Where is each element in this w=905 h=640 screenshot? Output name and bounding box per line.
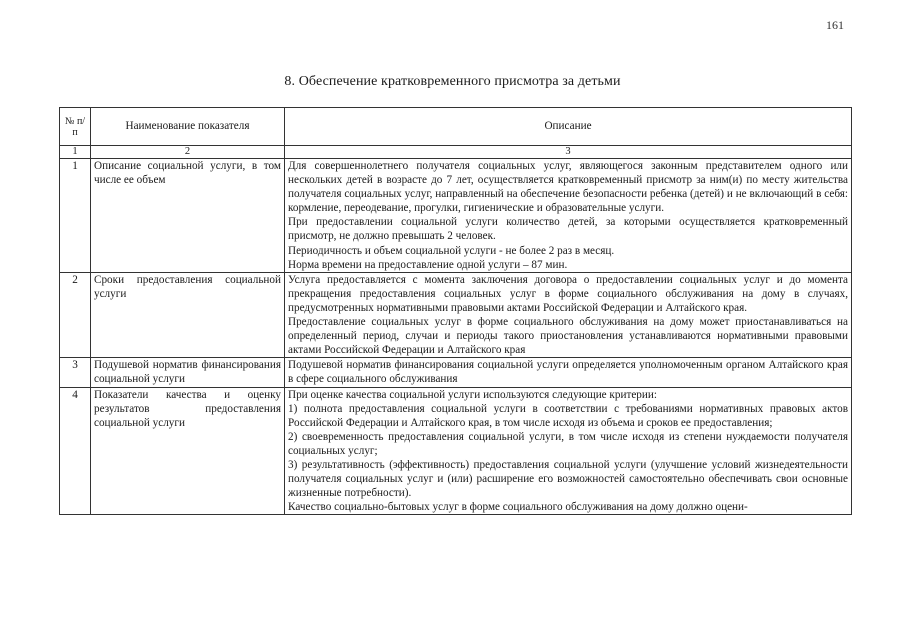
- table-row: [60, 159, 852, 273]
- desc-paragraph: Предоставление социальных услуг в форме социального обслуживания на дому может приостанавливаться на определенный период, случаи и периоды такого приостановления устанавливаются нормативными правовыми актами Российской Федерации и Алтайского края: [288, 316, 848, 357]
- table-row: [60, 272, 852, 358]
- row-desc: [285, 272, 852, 358]
- row-name: Сроки предоставления социальной услуги: [91, 272, 285, 358]
- desc-paragraph: Услуга предоставляется с момента заключения договора о предоставлении социальных услуг и до момента прекращения предоставления социальных услуг в форме социального обслуживания на дому в случаях, предусмотренных нормативными правовыми актами Российской Федерации и Алтайского края.: [288, 273, 848, 314]
- desc-paragraph: Норма времени на предоставление одной услуги – 87 мин.: [288, 258, 568, 271]
- column-numbers-row: [60, 146, 852, 159]
- row-num: 3: [60, 358, 91, 387]
- header-num: № п/п: [60, 108, 91, 146]
- row-num: 2: [60, 272, 91, 358]
- table-row: [60, 358, 852, 387]
- row-num: 1: [60, 159, 91, 273]
- page-number: 161: [826, 18, 844, 32]
- desc-paragraph: При предоставлении социальной услуги количество детей, за которыми осуществляется кратковременный присмотр, не должно превышать 2 человек.: [288, 216, 848, 243]
- desc-paragraph: Периодичность и объем социальной услуги - не более 2 раз в месяц.: [288, 244, 615, 257]
- row-name: Подушевой норматив финансирования социальной услуги: [91, 358, 285, 387]
- row-name: Описание социальной услуги, в том числе ее объем: [91, 159, 285, 273]
- desc-paragraph: 2) своевременность предоставления социальной услуги, в том числе исходя из степени нуждаемости получателя социальных услуг;: [288, 430, 848, 457]
- desc-paragraph: 1) полнота предоставления социальной услуги в соответствии с требованиями нормативных правовых актов Российской Федерации и Алтайского края, в том числе исходя из объема и сроков ее предоставления;: [288, 402, 848, 429]
- row-desc: [285, 159, 852, 273]
- row-desc: [285, 358, 852, 387]
- table-row: [60, 387, 852, 515]
- criteria-table: [59, 107, 852, 515]
- header-desc: Описание: [285, 108, 852, 146]
- desc-paragraph: Качество социально-бытовых услуг в форме социального обслуживания на дому должно оцени-: [288, 501, 748, 514]
- column-number: 2: [91, 146, 285, 159]
- desc-paragraph: При оценке качества социальной услуги используются следующие критерии:: [288, 388, 657, 401]
- table-header-row: [60, 108, 852, 146]
- row-desc: [285, 387, 852, 515]
- row-name: Показатели качества и оценку результатов предоставления социальной услуги: [91, 387, 285, 515]
- section-title: 8. Обеспечение кратковременного присмотра за детьми: [284, 74, 621, 89]
- column-number: 1: [60, 146, 91, 159]
- header-name: Наименование показателя: [91, 108, 285, 146]
- desc-paragraph: Подушевой норматив финансирования социальной услуги определяется уполномоченным органом Алтайского края в сфере социального обслуживания: [288, 359, 848, 386]
- row-num: 4: [60, 387, 91, 515]
- desc-paragraph: Для совершеннолетнего получателя социальных услуг, являющегося законным представителем одного или нескольких детей в возрасте до 7 лет, осуществляется кратковременный присмотр за ним(и) по месту жительства получателя социальных услуг, направленный на обеспечение безопасности ребенка (детей) и не включающий в себя: кормление, переодевание, прогулки, гигиенические и образовательные услуги.: [288, 160, 848, 215]
- desc-paragraph: 3) результативность (эффективность) предоставления социальной услуги (улучшение условий жизнедеятельности получателя социальных услуг и (или) расширение его возможностей самостоятельно обеспечивать свои основные жизненные потребности).: [288, 458, 848, 500]
- column-number: 3: [285, 146, 852, 159]
